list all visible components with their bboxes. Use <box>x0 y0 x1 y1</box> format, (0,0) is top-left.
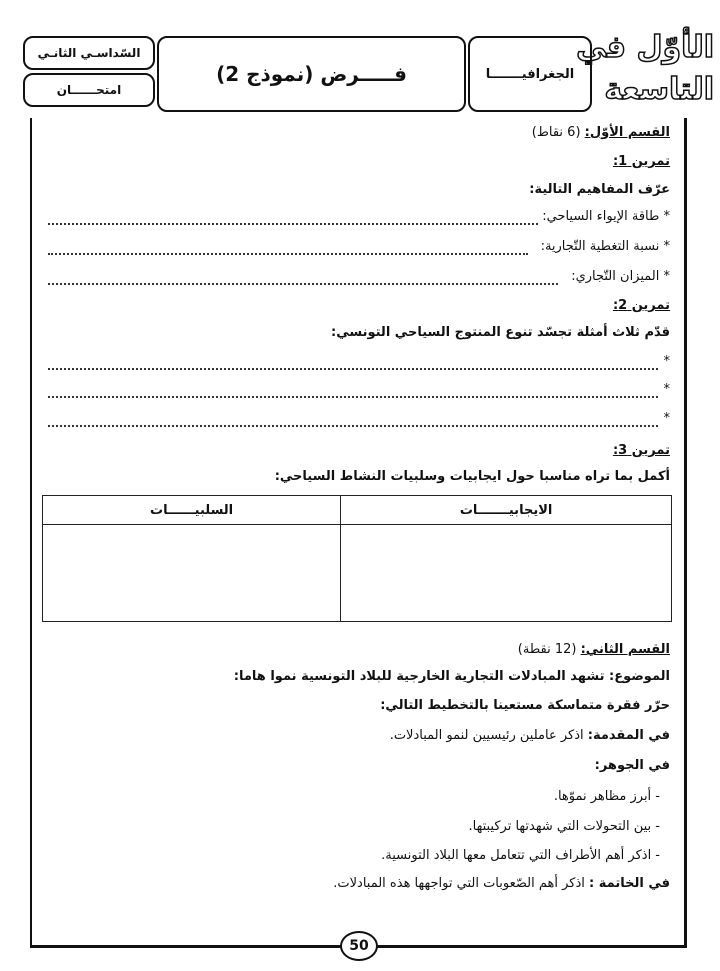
negative-answer-cell[interactable] <box>43 525 341 622</box>
answer-line[interactable] <box>48 396 658 398</box>
ex1-item: * طاقة الإيواء السياحي: <box>542 209 670 224</box>
bullet: * <box>663 354 670 369</box>
exam-title: فـــــرض (نموذج 2) <box>157 36 466 112</box>
answer-line[interactable] <box>48 425 658 427</box>
ex1-prompt: عرّف المفاهيم التالية: <box>529 182 670 197</box>
conclusion-text: اذكر أهم الصّعوبات التي تواجهها هذه المبادلات. <box>333 876 585 891</box>
logo-line2: التاسعة <box>604 72 714 107</box>
section2-heading <box>518 642 670 657</box>
subject-box: الجغرافيـــــــا <box>468 36 592 112</box>
answer-line[interactable] <box>48 283 558 285</box>
section2-title: القسم الثاني: <box>580 642 670 657</box>
ex2-label: تمرين 2: <box>612 298 670 313</box>
section2-points: (12 نقطة) <box>517 642 577 657</box>
positive-answer-cell[interactable] <box>341 525 672 622</box>
ex3-label: تمرين 3: <box>612 443 670 458</box>
exam-type-box: امتحــــــان <box>23 73 155 107</box>
answer-line[interactable] <box>48 253 528 255</box>
page-number: 50 <box>340 931 378 961</box>
topic-label: الموضوع: <box>609 669 670 684</box>
ex1-item: * الميزان التّجاري: <box>571 269 670 284</box>
frame-border <box>684 118 687 948</box>
section1-title: القسم الأوّل: <box>584 125 670 140</box>
col-negative: السلبيــــــات <box>43 496 341 525</box>
body-item: - أبرز مظاهر نموّها. <box>553 789 660 804</box>
topic-text: تشهد المبادلات التجارية الخارجية للبلاد التونسية نموا هاما: <box>233 669 605 684</box>
ex1-item: * نسبة التغطية التّجارية: <box>540 239 670 254</box>
pros-cons-table <box>42 495 672 622</box>
conclusion-label: في الخاتمة : <box>589 876 670 891</box>
answer-line[interactable] <box>48 368 658 370</box>
intro <box>390 728 670 743</box>
ex3-prompt: أكمل بما تراه مناسبا حول ايجابيات وسلبيات النشاط السياحي: <box>274 469 670 484</box>
ex1-label: تمرين 1: <box>612 154 670 169</box>
bullet: * <box>663 382 670 397</box>
logo-line1: الأوّل في <box>576 30 714 65</box>
frame-border <box>30 118 32 948</box>
instruction: حرّر فقرة متماسكة مستعينا بالتخطيط التالي: <box>380 698 670 713</box>
section1-heading <box>532 125 670 140</box>
topic <box>234 669 670 684</box>
body-item: - اذكر أهم الأطراف التي تتعامل معها البلاد التونسية. <box>381 848 660 863</box>
intro-text: اذكر عاملين رئيسيين لنمو المبادلات. <box>389 728 584 743</box>
answer-line[interactable] <box>48 223 538 225</box>
bullet: * <box>663 411 670 426</box>
body-item: - بين التحولات التي شهدتها تركيبتها. <box>468 819 660 834</box>
conclusion <box>333 876 670 891</box>
semester-box: السّداسـي الثانـي <box>23 36 155 70</box>
ex2-prompt: قدّم ثلاث أمثلة تجسّد تنوع المنتوج السياحي التونسي: <box>331 325 670 340</box>
col-positive: الايجابيـــــــات <box>341 496 672 525</box>
section1-points: (6 نقاط) <box>531 125 581 140</box>
intro-label: في المقدمة: <box>587 728 670 743</box>
body-label: في الجوهر: <box>594 758 670 773</box>
